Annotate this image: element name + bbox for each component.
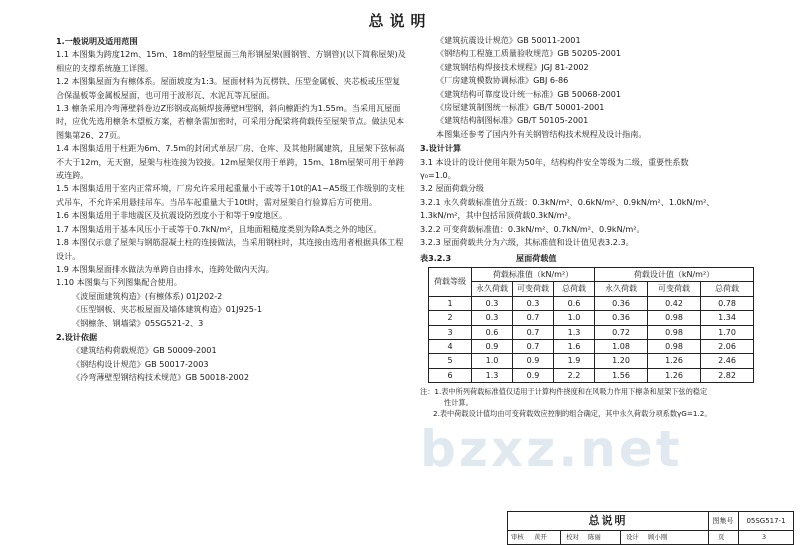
right-column [420, 34, 765, 419]
section-1-heading: 1.一般说明及适用范围 [56, 36, 138, 46]
table-cell: 0.6 [554, 296, 595, 310]
reference-item: 《建筑钢结构焊接技术规程》JGJ 81-2002 [436, 61, 589, 72]
table-cell: 0.7 [513, 325, 554, 339]
table-cell: 0.3 [513, 296, 554, 310]
para-3-2-3: 3.2.3 屋面荷载共分为六级，其标准值和设计值见表3.2.3。 [420, 237, 634, 248]
table-cell: 0.3 [472, 296, 513, 310]
para-3-1: 3.1 本设计的设计使用年限为50年，结构构件安全等级为二级，重要性系数 [420, 156, 689, 167]
para-1-9: 1.9 本图集屋面排水做法为单跨自由排水，连跨处做内天沟。 [56, 263, 274, 274]
table-cell: 0.98 [648, 325, 701, 339]
title-block-title: 总说明 [508, 512, 709, 531]
table-title: 屋面荷载值 [515, 252, 557, 263]
table-subheader: 永久荷载 [472, 282, 513, 296]
check-label: 校对 [566, 533, 579, 541]
reference-item: 《压型钢板、夹芯板屋面及墙体建筑构造》01J925-1 [72, 304, 262, 315]
reference-item: 《建筑结构可靠度设计统一标准》GB 50068-2001 [436, 88, 622, 99]
table-row [429, 311, 754, 325]
table-subheader: 永久荷载 [595, 282, 648, 296]
roof-load-table [428, 267, 754, 383]
table-header-grade: 荷载等级 [429, 267, 472, 296]
title-block [507, 511, 794, 545]
para-1-2: 1.2 本图集屋面为有檩体系。屋面坡度为1:3。屋面材料为瓦楞铁、压型金属板、夹芯板或压型复合保温板等金属板屋面，也可用于波形瓦、水泥瓦等瓦屋面。 [56, 76, 401, 100]
table-cell: 3 [429, 325, 472, 339]
para-1-6: 1.6 本图集适用于非地震区及抗震设防烈度小于和等于9度地区。 [56, 210, 288, 221]
table-cell: 1.34 [701, 311, 754, 325]
table-cell: 2.82 [701, 368, 754, 382]
table-caption [420, 252, 765, 265]
table-header-design: 荷载设计值（kN/m²） [595, 267, 754, 281]
table-cell: 0.78 [701, 296, 754, 310]
para-3-2: 3.2 屋面荷载分级 [420, 183, 485, 194]
table-cell: 2.2 [554, 368, 595, 382]
section-3-heading: 3.设计计算 [420, 143, 462, 154]
table-cell: 1 [429, 296, 472, 310]
para-1-8: 1.8 本图仅示意了屋架与钢筋混凝土柱的连接做法，当采用钢柱时，其连接由选用者根据具体工程设计。 [56, 237, 404, 261]
para-1-3: 1.3 檩条采用冷弯薄壁斜卷边Z形钢或高频焊接薄壁H型钢，斜向檩距约为1.55m。当采用瓦屋面时，应优先选用檩条木望板方案，若檩条需加密时，可采用分配梁将荷载传至屋架节点。做法见本图集第26、27页。 [56, 103, 405, 140]
table-row [429, 296, 754, 310]
table-row [429, 339, 754, 353]
para-1-4: 1.4 本图集适用于柱距为6m、7.5m的封闭式单层厂房、仓库、及其他附属建筑，且屋架下弦标高不大于12m，无天窗，屋架与柱连接为铰接。12m屋架仅用于单跨，15m、18m屋架可用于单跨或连跨。 [56, 143, 405, 181]
table-cell: 1.20 [595, 354, 648, 368]
table-row [429, 368, 754, 382]
table-cell: 0.9 [513, 354, 554, 368]
table-cell: 0.6 [472, 325, 513, 339]
reviewer-name: 黄开 [534, 533, 547, 541]
table-cell: 0.36 [595, 311, 648, 325]
table-cell: 2.46 [701, 354, 754, 368]
note-1: 注：1.表中所列荷载标准值仅适用于计算构件挠度和在风吸力作用下檩条和屋架下弦的稳定 [420, 387, 708, 397]
table-cell: 0.7 [513, 311, 554, 325]
table-subheader: 可变荷载 [513, 282, 554, 296]
watermark: bzxz.net [420, 420, 683, 478]
title-block-signatures [508, 531, 793, 544]
table-cell: 0.36 [595, 296, 648, 310]
table-cell: 0.9 [472, 339, 513, 353]
design-label: 设计 [626, 533, 639, 541]
table-cell: 1.3 [554, 325, 595, 339]
table-cell: 1.3 [472, 368, 513, 382]
table-row [429, 354, 754, 368]
checker-name: 陈丽 [588, 533, 601, 541]
table-subheader: 总荷载 [701, 282, 754, 296]
table-cell: 4 [429, 339, 472, 353]
para-3-2-1: 3.2.1 永久荷载标准值分五级：0.3kN/m²、0.6kN/m²、0.9kN/m²、1.0kN/m²、 [420, 196, 715, 207]
note-2: 2.表中荷载设计值均由可变荷载效应控制的组合确定，其中永久荷载分项系数γG=1.2。 [433, 409, 712, 419]
reference-note: 本图集还参考了国内外有关钢管结构技术规程及设计指南。 [436, 128, 647, 139]
table-cell: 1.6 [554, 339, 595, 353]
table-cell: 0.7 [513, 339, 554, 353]
table-cell: 2.06 [701, 339, 754, 353]
table-cell: 1.56 [595, 368, 648, 382]
reference-item: 《波屋面建筑构造》(有檩体系) 01J202-2 [72, 290, 223, 301]
page-label: 页 [718, 533, 725, 541]
note-1-cont: 性计算。 [444, 398, 473, 408]
para-1-7: 1.7 本图集适用于基本风压小于或等于0.7kN/m²，且地面粗糙度类别为除A类之外的地区。 [56, 223, 382, 234]
table-notes [420, 386, 765, 419]
table-cell: 0.9 [513, 368, 554, 382]
para-1-10: 1.10 本图集与下列图集配合使用。 [56, 277, 182, 288]
reference-item: 《建筑结构荷载规范》GB 50009-2001 [72, 345, 217, 356]
para-3-2-1-cont: 1.3kN/m²，其中包括吊顶荷载0.3kN/m²。 [420, 210, 576, 221]
table-cell: 2 [429, 311, 472, 325]
left-column [56, 34, 406, 385]
table-cell: 1.0 [472, 354, 513, 368]
document-title: 总说明 [368, 12, 432, 30]
reference-item: 《建筑抗震设计规范》GB 50011-2001 [436, 35, 581, 45]
table-cell: 5 [429, 354, 472, 368]
para-1-5: 1.5 本图集适用于室内正常环境，厂房允许采用起重量小于或等于10t的A1~A5级工作级别的支柱式吊车，不允许采用悬挂吊车。当吊车起重量大于10t时，需对屋架自行验算后方可使用。 [56, 183, 405, 207]
reference-item: 《厂房建筑模数协调标准》GBJ 6-86 [436, 75, 569, 86]
table-cell: 0.98 [648, 311, 701, 325]
table-cell: 0.98 [648, 339, 701, 353]
reference-item: 《钢结构工程施工质量验收规范》GB 50205-2001 [436, 48, 622, 59]
table-cell: 1.9 [554, 354, 595, 368]
atlas-number: 05SG517-1 [739, 512, 793, 531]
table-cell: 1.70 [701, 325, 754, 339]
section-2-heading: 2.设计依据 [56, 331, 98, 342]
reference-item: 《钢檩条、钢墙梁》05SG521-2、3 [72, 317, 204, 328]
table-subheader: 总荷载 [554, 282, 595, 296]
table-row [429, 325, 754, 339]
review-label: 审核 [511, 533, 524, 541]
para-3-1-cont: γ₀=1.0。 [420, 170, 456, 181]
reference-item: 《冷弯薄壁型钢结构技术规范》GB 50018-2002 [72, 372, 249, 383]
table-number: 表3.2.3 [420, 252, 452, 263]
page-number: 3 [762, 533, 767, 541]
table-cell: 1.26 [648, 354, 701, 368]
atlas-number-label: 图集号 [708, 512, 739, 531]
table-cell: 1.0 [554, 311, 595, 325]
designer-name: 顾小刚 [648, 533, 668, 541]
reference-item: 《钢结构设计规范》GB 50017-2003 [72, 358, 209, 369]
reference-item: 《建筑结构制图标准》GB/T 50105-2001 [436, 115, 589, 126]
table-subheader: 可变荷载 [648, 282, 701, 296]
table-cell: 0.72 [595, 325, 648, 339]
table-header-standard: 荷载标准值（kN/m²） [472, 267, 595, 281]
table-cell: 0.42 [648, 296, 701, 310]
reference-item: 《房屋建筑制图统一标准》GB/T 50001-2001 [436, 102, 605, 113]
table-cell: 1.08 [595, 339, 648, 353]
table-cell: 6 [429, 368, 472, 382]
table-cell: 1.26 [648, 368, 701, 382]
para-1-1: 1.1 本图集为跨度12m、15m、18m的轻型屋面三角形钢屋架(圆钢管、方钢管)(以下简称屋架)及相应的支撑系统施工详图。 [56, 49, 406, 73]
para-3-2-2: 3.2.2 可变荷载标准值：0.3kN/m²、0.7kN/m²、0.9kN/m²。 [420, 223, 645, 234]
table-cell: 0.3 [472, 311, 513, 325]
